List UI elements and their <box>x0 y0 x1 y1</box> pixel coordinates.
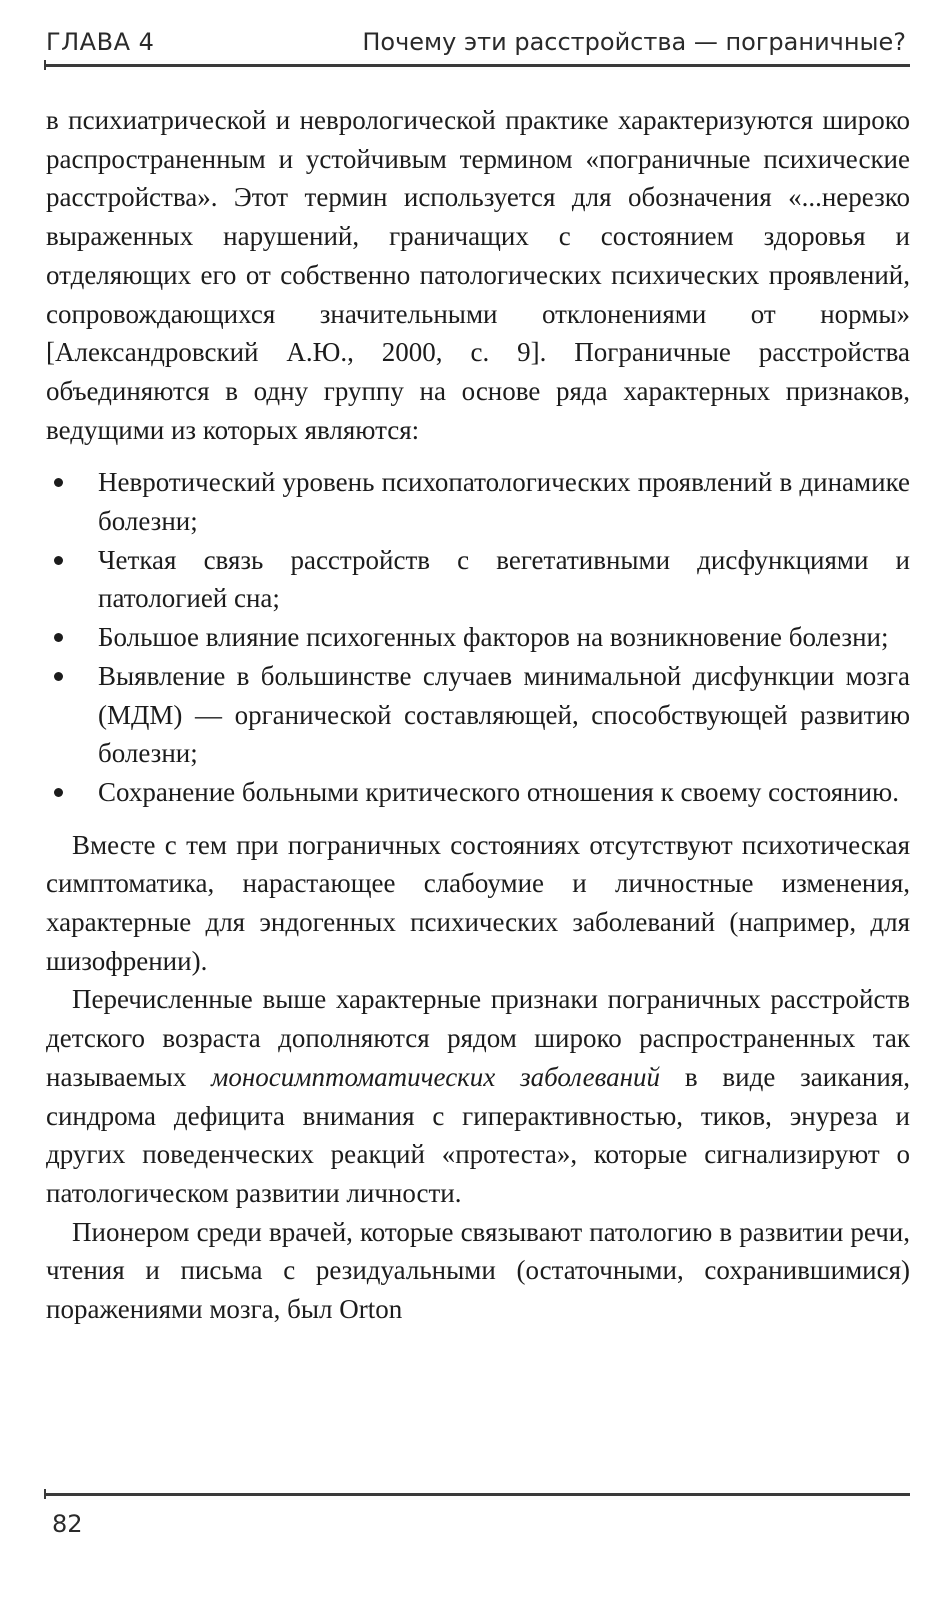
bullet-icon <box>54 556 63 565</box>
page-number: 82 <box>52 1510 83 1538</box>
header-rule <box>44 64 910 67</box>
list-item <box>46 773 910 812</box>
list-item <box>46 463 910 540</box>
emphasis-term: моносимптоматических заболеваний <box>211 1061 661 1092</box>
paragraph-2: Вместе с тем при пограничных состояниях отсутствуют психотическая симптоматика, нарастающее слабоумие и личностные изменения, характерные для эндогенных психических заболеваний (например, для шизофрении). <box>46 829 910 976</box>
list-item-text: Четкая связь расстройств с вегетативными дисфункциями и патологией сна; <box>98 544 910 614</box>
list-item <box>46 618 910 657</box>
bullet-icon <box>54 788 63 797</box>
list-item-text: Выявление в большинстве случаев минимальной дисфункции мозга (МДМ) — органической составляющей, способствующей развитию болезни; <box>98 660 910 769</box>
bullet-icon <box>54 672 63 681</box>
chapter-title: Почему эти расстройства — пограничные? <box>362 28 906 56</box>
running-head <box>44 28 910 64</box>
body-text <box>46 101 910 1329</box>
paragraph-3 <box>46 980 910 1212</box>
paragraph-1: в психиатрической и неврологической практике характеризуются широко распространенным и устойчивым термином «пограничные психические расстройства». Этот термин используется для обозначения «...нерезко выраженных нарушений, граничащих с состоянием здоровья и отделяющих его от собственно патологических психических проявлений, сопровождающихся значительными отклонениями от нормы» [Александровский А.Ю., 2000, с. 9]. Пограничные расстройства объединяются в одну группу на основе ряда характерных признаков, ведущими из которых являются: <box>46 105 910 445</box>
chapter-label: ГЛАВА 4 <box>46 28 155 56</box>
criteria-list <box>46 463 910 811</box>
list-item-text: Большое влияние психогенных факторов на возникновение болезни; <box>98 622 889 653</box>
footer-rule <box>44 1493 910 1496</box>
bullet-icon <box>54 633 63 642</box>
paragraph-3-start: Перечисленные выше характерные признаки пограничных расстройств детского возраста дополняются рядом широко распространенных так называемых <box>46 984 910 1092</box>
paragraph-3-end: в виде заикания, синдрома дефицита внимания с гиперактивностью, тиков, энуреза и других поведенческих реакций «протеста», которые сигнализируют о патологическом развитии личности. <box>46 1061 911 1208</box>
paragraph-4: Пионером среди врачей, которые связывают патологию в развитии речи, чтения и письма с резидуальными (остаточными, сохранившимися) поражениями мозга, был Orton <box>46 1216 910 1325</box>
bullet-icon <box>54 478 63 487</box>
list-item-text: Сохранение больными критического отношения к своему состоянию. <box>98 776 899 807</box>
list-item <box>46 541 910 618</box>
list-item-text: Невротический уровень психопатологических проявлений в динамике болезни; <box>98 467 910 537</box>
list-item <box>46 657 910 773</box>
